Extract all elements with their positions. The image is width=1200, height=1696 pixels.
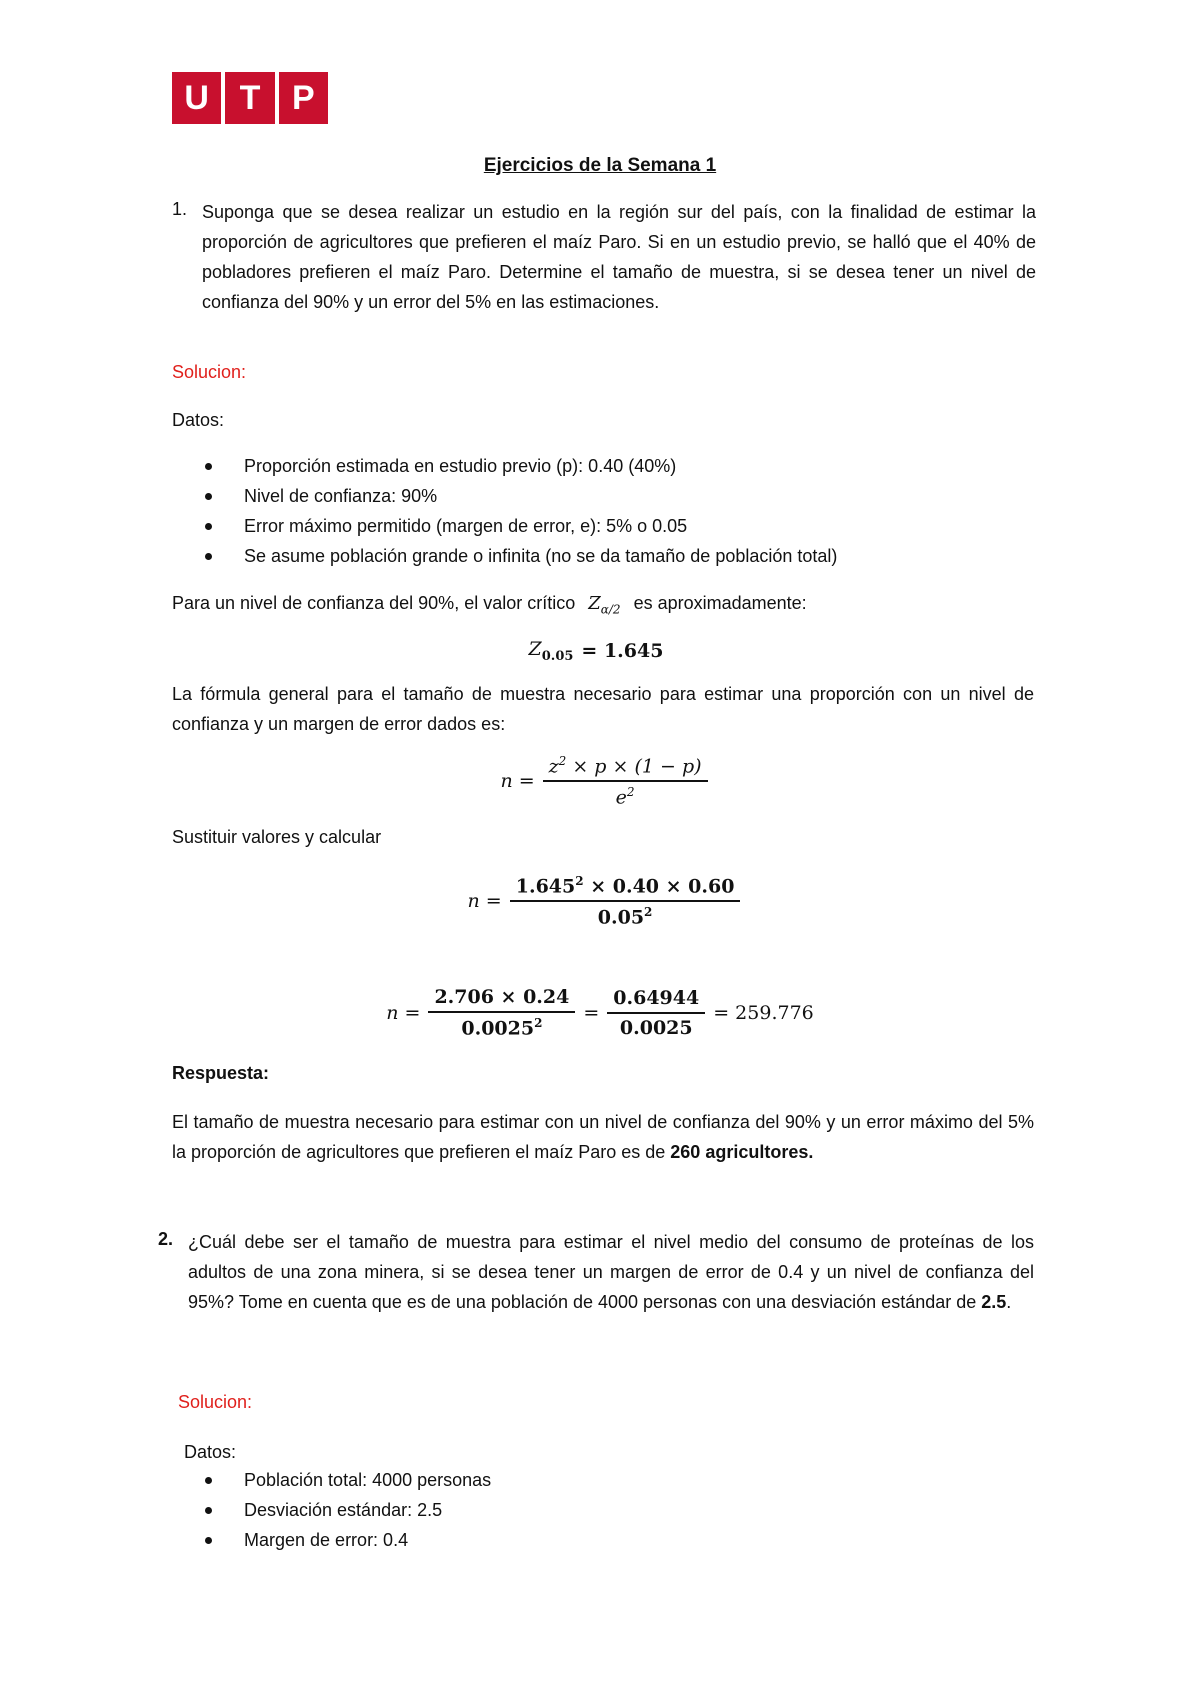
critical-symbol-sub: α/2: [600, 602, 621, 617]
page-title: Ejercicios de la Semana 1: [483, 155, 717, 176]
calc1-fraction: [510, 874, 741, 929]
formula-intro-text: La fórmula general para el tamaño de muestra necesario para estimar una proporción con un nivel de confianza y un margen de error dados es:: [172, 684, 1034, 734]
calc2-f2-numerator: 0.64944: [607, 987, 705, 1014]
list-item: Error máximo permitido (margen de error, e): 5% o 0.05: [172, 511, 1032, 541]
calc2-result: = 259.776: [713, 1001, 814, 1024]
critical-text-after: es aproximadamente:: [633, 593, 807, 613]
calc2-f1-den-exp: 2: [534, 1016, 543, 1030]
formula-den-base: e: [615, 786, 627, 809]
calc2-f1-numerator: 2.706 × 0.24: [428, 986, 575, 1013]
formula-num-rest: × p × (1 − p): [566, 755, 702, 778]
formula-lhs: n =: [500, 770, 535, 793]
solution-1-label: Solucion:: [172, 362, 247, 382]
calc2-lhs: n =: [386, 1001, 421, 1024]
critical-value-text: [172, 593, 1032, 617]
calc1-num-base: 1.645: [515, 875, 576, 898]
question-2-text: [188, 1227, 1034, 1317]
sample-size-formula: [0, 754, 1200, 809]
question-2-text-before: ¿Cuál debe ser el tamaño de muestra para estimar el nivel medio del consumo de proteínas de los adultos de una zona minera, si se desea tener un margen de error de 0.4 y un nivel de confianza del 95%? Tome en cuenta que es de una población de 4000 personas con una desviación estándar de: [188, 1232, 1034, 1312]
calculation-1: [0, 874, 1200, 929]
question-2-number: 2.: [158, 1229, 174, 1249]
logo-letter-t: T: [225, 72, 274, 124]
substitute-text: Sustituir valores y calcular: [172, 827, 382, 847]
z-base: Z: [528, 638, 542, 660]
answer-1-text: [172, 1107, 1034, 1167]
calc1-lhs: n =: [467, 890, 502, 913]
answer-1-label: Respuesta:: [172, 1063, 270, 1083]
calc2-mid-equals: =: [583, 1001, 600, 1024]
formula-denominator: [610, 782, 641, 808]
list-item: Se asume población grande o infinita (no se da tamaño de población total): [172, 541, 1032, 571]
z-symbol: [529, 638, 574, 664]
calc1-num-rest: × 0.40 × 0.60: [583, 875, 735, 898]
utp-logo: [172, 72, 328, 124]
list-item: Población total: 4000 personas: [172, 1465, 1032, 1495]
question-2-text-after: .: [1006, 1292, 1012, 1312]
datos-1-label: Datos:: [172, 410, 225, 430]
critical-symbol-base: Z: [588, 593, 601, 614]
formula-num-exp: 2: [558, 754, 567, 768]
solution-2-label: Solucion:: [178, 1392, 253, 1412]
z-sub: 0.05: [541, 648, 574, 664]
calc2-f1-denominator: [455, 1013, 548, 1039]
question-1-text: Suponga que se desea realizar un estudio en la región sur del país, con la finalidad de estimar la proporción de agricultores que prefieren el maíz Paro. Si en un estudio previo, se halló que el 40% de pobladores prefieren el maíz Paro. Determine el tamaño de muestra, si se desea tener un nivel de confianza del 90% y un error del 5% en las estimaciones.: [202, 202, 1036, 312]
answer-1-text-before: El tamaño de muestra necesario para estimar con un nivel de confianza del 90% y un error máximo del 5% la proporción de agricultores que prefieren el maíz Paro es de: [172, 1112, 1034, 1162]
datos-2-label: Datos:: [184, 1442, 237, 1462]
question-1-number: 1.: [172, 199, 188, 219]
list-item: Nivel de confianza: 90%: [172, 481, 1032, 511]
list-item: Desviación estándar: 2.5: [172, 1495, 1032, 1525]
calc1-denominator: [592, 902, 659, 928]
formula-num-base: z: [548, 755, 559, 778]
calc2-fraction-2: [607, 987, 705, 1039]
answer-1-bold: 260 agricultores.: [670, 1142, 814, 1162]
calc1-den-exp: 2: [644, 905, 653, 920]
z-value: = 1.645: [581, 639, 664, 662]
calc1-den-base: 0.05: [597, 906, 645, 929]
datos-2-list: [172, 1465, 1032, 1555]
datos-1-list: [172, 451, 1032, 571]
formula-fraction: [543, 754, 708, 809]
calc2-fraction-1: [428, 986, 575, 1039]
calc1-numerator: [510, 874, 741, 902]
calc1-num-exp: 2: [575, 874, 584, 888]
logo-letter-u: U: [172, 72, 221, 124]
formula-den-exp: 2: [626, 785, 635, 800]
calc2-f1-den-base: 0.0025: [461, 1017, 535, 1040]
critical-symbol: [588, 593, 621, 617]
z-value-equation: [0, 638, 1200, 664]
list-item: Margen de error: 0.4: [172, 1525, 1032, 1555]
calc2-f2-denominator: 0.0025: [619, 1016, 693, 1039]
question-2-bold: 2.5: [981, 1292, 1007, 1312]
formula-numerator: [543, 754, 708, 782]
list-item: Proporción estimada en estudio previo (p): 0.40 (40%): [172, 451, 1032, 481]
critical-text-before: Para un nivel de confianza del 90%, el valor crítico: [172, 593, 576, 613]
logo-letter-p: P: [279, 72, 328, 124]
calculation-2: [0, 986, 1200, 1039]
